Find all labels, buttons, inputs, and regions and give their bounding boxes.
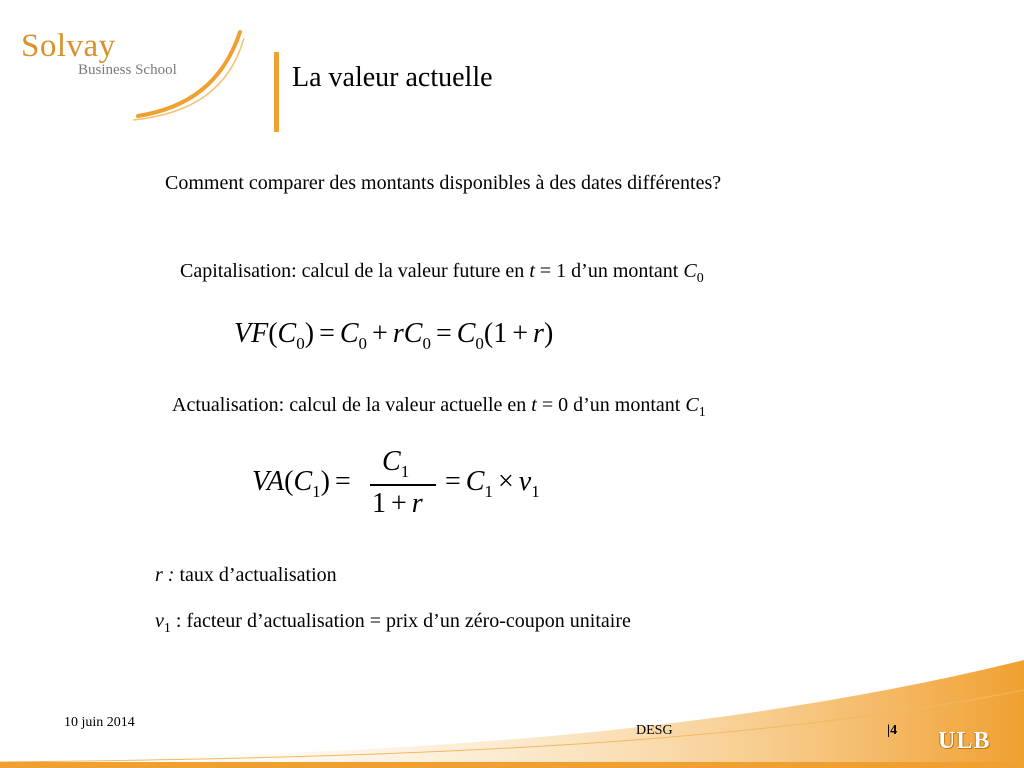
var-t: t bbox=[529, 260, 535, 282]
formula-va-sub: 1 bbox=[312, 482, 321, 501]
formula-vf-plus: + bbox=[372, 318, 388, 349]
formula-va-numerator bbox=[382, 446, 410, 481]
formula-va-num-c: C bbox=[382, 446, 401, 477]
formula-vf-r: r bbox=[392, 318, 404, 349]
logo-subtitle: Business School bbox=[78, 62, 177, 78]
formula-vf-sub: 0 bbox=[296, 334, 305, 353]
title-accent-bar bbox=[274, 52, 279, 132]
actualisation-text: Actualisation: calcul de la valeur actuelle en bbox=[172, 394, 532, 416]
slide-title: La valeur actuelle bbox=[292, 62, 493, 93]
capitalisation-line bbox=[180, 260, 704, 287]
question-text: Comment comparer des montants disponibles à des dates différentes? bbox=[165, 172, 722, 194]
formula-vf-sub4: 0 bbox=[475, 334, 484, 353]
formula-va-v-sub: 1 bbox=[531, 482, 540, 501]
formula-vf-sub2: 0 bbox=[358, 334, 368, 353]
formula-vf-r2: r bbox=[533, 318, 544, 349]
formula-vf-equals-1: = bbox=[319, 318, 335, 349]
formula-va-v: v bbox=[518, 466, 532, 497]
formula-vf-equals-2: = bbox=[435, 318, 452, 349]
footer-center-label: DESG bbox=[636, 723, 673, 738]
formula-vf-sub3: 0 bbox=[422, 334, 431, 353]
formula-vf-c3: C bbox=[403, 318, 423, 349]
formula-va-equals-1: = bbox=[334, 466, 351, 497]
definition-v-symbol: v bbox=[155, 610, 164, 632]
formula-va-fn: VA bbox=[252, 466, 285, 497]
formula-vf-c4: C bbox=[456, 318, 476, 349]
formula-va-denominator bbox=[372, 488, 423, 520]
formula-va-plus: + bbox=[391, 488, 407, 519]
formula-vf-c2: C bbox=[339, 318, 359, 349]
capitalisation-text: Capitalisation: calcul de la valeur future en bbox=[180, 260, 530, 282]
actualisation-eq: = 0 d’un montant bbox=[536, 394, 686, 416]
actualisation-line bbox=[172, 394, 706, 421]
definition-v-sub: 1 bbox=[163, 621, 171, 636]
formula-va-num-sub: 1 bbox=[400, 462, 410, 481]
formula-va-rhs-c: C bbox=[465, 466, 485, 497]
formula-va-c: C bbox=[293, 466, 313, 497]
definition-r-text: taux d’actualisation bbox=[174, 564, 337, 586]
definition-r-symbol: r : bbox=[155, 564, 175, 586]
var-c-sub-2: 1 bbox=[698, 405, 706, 420]
var-c-2: C bbox=[685, 394, 699, 416]
logo-name: Solvay bbox=[21, 28, 116, 64]
formula-va-r: r bbox=[411, 488, 423, 519]
formula-va-times: × bbox=[497, 466, 514, 497]
definition-v bbox=[155, 610, 631, 637]
formula-vf-c: C bbox=[277, 318, 297, 349]
definition-v-text: : facteur d’actualisation = prix d’un zéro-coupon unitaire bbox=[170, 610, 631, 632]
formula-va-equals-2: = bbox=[445, 466, 461, 497]
formula-va-rhs bbox=[440, 466, 540, 501]
var-c-sub: 0 bbox=[696, 271, 704, 286]
formula-va-lhs: $VA(C_1)$ = bbox=[252, 466, 351, 501]
formula-va-one: 1 bbox=[372, 488, 386, 519]
solvay-logo bbox=[18, 28, 248, 123]
formula-vf-one: 1 bbox=[493, 318, 508, 349]
formula-va-rhs-sub: 1 bbox=[484, 482, 493, 501]
formula-vf-plus2: + bbox=[512, 318, 529, 349]
var-t-2: t bbox=[531, 394, 537, 416]
page-number: |4 bbox=[887, 723, 898, 738]
footer-date: 10 juin 2014 bbox=[64, 715, 135, 730]
var-c: C bbox=[683, 260, 697, 282]
capitalisation-eq: = 1 d’un montant bbox=[534, 260, 684, 282]
definition-r bbox=[155, 564, 337, 587]
ulb-logo: ULB bbox=[938, 728, 991, 754]
formula-vf-fn: VF bbox=[234, 318, 269, 349]
fraction-bar bbox=[370, 484, 436, 486]
formula-future-value: $VF(C_0) = C_0 + rC_0 = C_0(1 + r)$ bbox=[234, 318, 554, 353]
